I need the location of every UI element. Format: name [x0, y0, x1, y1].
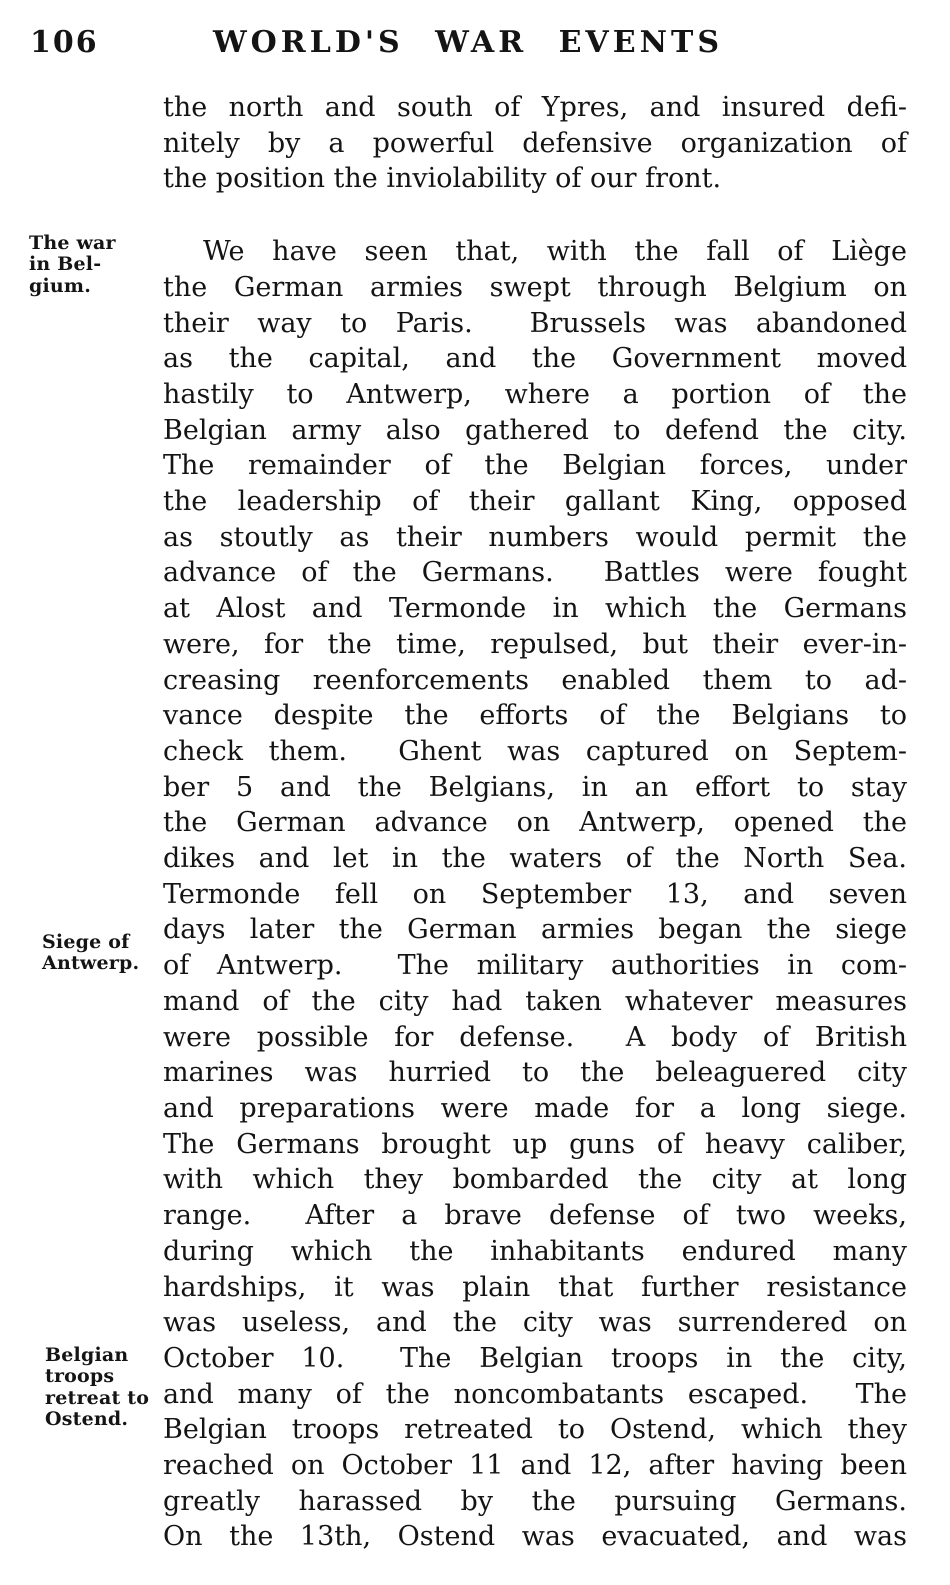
text-line: the German armies swept through Belgium on [163, 271, 907, 303]
margin-note-line: Ostend. [45, 1408, 129, 1431]
text-line: were possible for defense. A body of British [163, 1021, 907, 1053]
margin-note-line: The war [29, 232, 116, 254]
text-line: the leadership of their gallant King, opposed [163, 486, 907, 518]
text-line: reached on October 11 and 12, after having been [163, 1450, 907, 1482]
text-line: check them. Ghent was captured on Septem- [163, 735, 907, 767]
margin-note-line: in Bel- [29, 253, 102, 276]
text-line: advance of the Germans. Battles were fought [163, 557, 907, 589]
running-header: WORLD'S WAR EVENTS [212, 25, 723, 60]
paragraph-war-in-belgium [163, 234, 907, 1555]
margin-note-line: Belgian [45, 1344, 129, 1366]
text-line: during which the inhabitants endured many [163, 1235, 907, 1267]
text-line: We have seen that, with the fall of Liège [203, 236, 907, 268]
text-line: hastily to Antwerp, where a portion of the [163, 378, 907, 410]
text-line: greatly harassed by the pursuing Germans. [163, 1485, 907, 1517]
text-line: with which they bombarded the city at long [163, 1164, 907, 1196]
text-line: and preparations were made for a long siege. [163, 1092, 907, 1124]
margin-note-line: retreat to [45, 1386, 150, 1409]
text-line: creasing reenforcements enabled them to ad- [163, 664, 907, 696]
margin-note-siege-of-antwerp [42, 932, 139, 975]
margin-note-line: gium. [29, 274, 92, 297]
text-line: of Antwerp. The military authorities in com- [163, 950, 907, 982]
text-line: vance despite the efforts of the Belgians to [163, 700, 907, 732]
text-column [163, 90, 907, 1555]
text-line: days later the German armies began the siege [163, 914, 907, 946]
text-line: On the 13th, Ostend was evacuated, and was [163, 1521, 907, 1553]
text-line: hardships, it was plain that further resistance [163, 1271, 907, 1303]
text-line: The Germans brought up guns of heavy caliber, [163, 1128, 907, 1160]
text-line: were, for the time, repulsed, but their ever-in- [163, 628, 907, 660]
margin-note-war-in-belgium [29, 233, 116, 297]
text-line: the north and south of Ypres, and insured defi- [163, 92, 907, 123]
page-number: 106 [30, 25, 99, 60]
text-line: the German advance on Antwerp, opened the [163, 807, 907, 839]
text-line: The remainder of the Belgian forces, under [163, 450, 907, 482]
text-line: the position the inviolability of our front. [163, 163, 722, 195]
text-line: marines was hurried to the beleaguered city [163, 1057, 907, 1089]
margin-note-belgian-troops-retreat [45, 1345, 149, 1431]
text-line: dikes and let in the waters of the North Sea. [163, 843, 907, 875]
text-line: nitely by a powerful defensive organization of [163, 127, 907, 159]
text-line: as stoutly as their numbers would permit the [163, 521, 907, 553]
text-line: at Alost and Termonde in which the Germans [163, 593, 907, 625]
text-line: their way to Paris. Brussels was abandoned [163, 307, 907, 339]
text-line: Belgian troops retreated to Ostend, which they [163, 1414, 907, 1446]
text-line: range. After a brave defense of two weeks, [163, 1200, 907, 1232]
text-line: as the capital, and the Government moved [163, 343, 907, 375]
text-line: ber 5 and the Belgians, in an effort to stay [163, 771, 907, 803]
margin-note-line: Antwerp. [42, 952, 140, 975]
text-line: Belgian army also gathered to defend the city. [163, 414, 907, 446]
paragraph-continuation [163, 90, 907, 197]
text-line: mand of the city had taken whatever measures [163, 985, 907, 1017]
text-line: October 10. The Belgian troops in the city, [163, 1342, 907, 1374]
margin-note-line: Siege of [42, 931, 130, 953]
text-line: Termonde fell on September 13, and seven [163, 878, 907, 910]
margin-note-line: troops [45, 1365, 115, 1388]
text-line: was useless, and the city was surrendered on [163, 1307, 907, 1339]
text-line: and many of the noncombatants escaped. The [163, 1378, 907, 1410]
